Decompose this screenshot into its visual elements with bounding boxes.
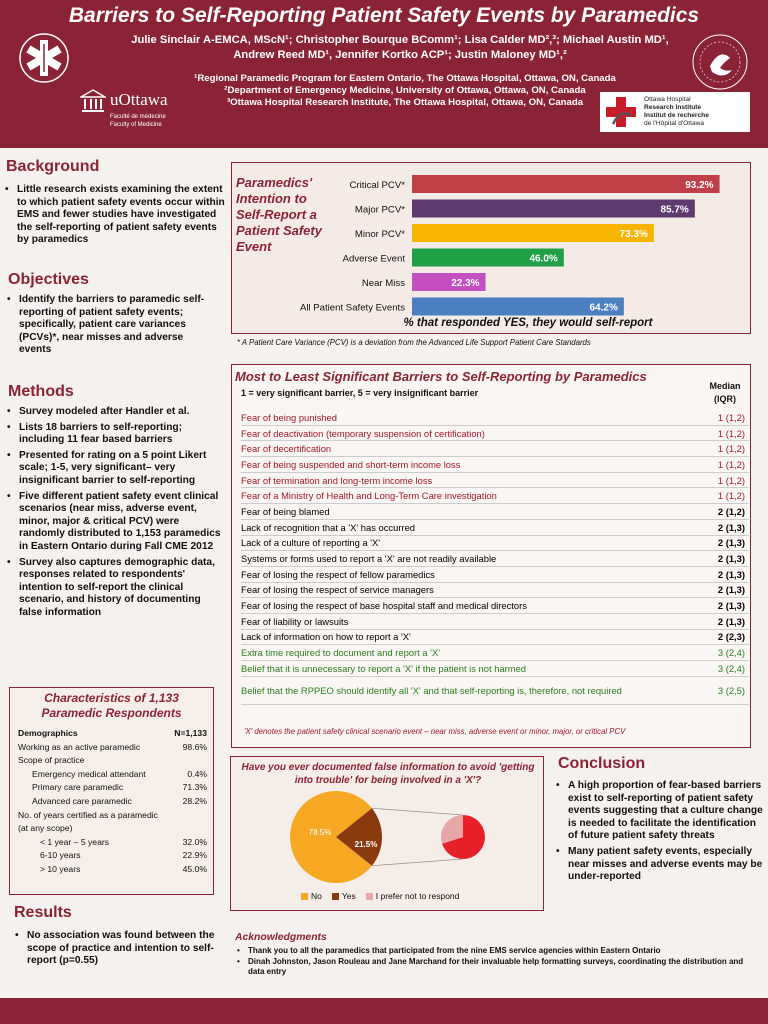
- barrier-median: 2 (1,3): [717, 553, 745, 565]
- barrier-median: 2 (1,3): [717, 615, 745, 627]
- affiliation-3: ³Ottawa Hospital Research Institute, The Ottawa Hospital, Ottawa, ON, Canada: [226, 97, 584, 108]
- barrier-label: Lack of information on how to report a 'X': [241, 631, 411, 643]
- legend-label: Yes: [341, 891, 356, 901]
- demographics-row: [18, 768, 207, 782]
- barrier-median: 1 (1,2): [717, 411, 745, 423]
- barrier-row: [241, 567, 749, 583]
- demographics-box: [9, 687, 214, 895]
- false-documentation-pie-chart: [231, 757, 545, 887]
- barrier-row: [241, 598, 749, 614]
- barrier-row: [241, 520, 749, 536]
- barrier-row: [241, 457, 749, 473]
- barrier-median: 2 (1,3): [717, 584, 745, 596]
- barrier-label: Fear of losing the respect of service managers: [241, 584, 434, 596]
- acknowledgments-list: [236, 946, 756, 978]
- barrier-label: Fear of deactivation (temporary suspension of certification): [241, 427, 485, 439]
- barriers-title: Most to Least Significant Barriers to Self-Reporting by Paramedics: [235, 369, 647, 384]
- legend-swatch: [301, 893, 308, 900]
- barrier-median: 3 (2,4): [717, 647, 745, 659]
- authors-line-2: Andrew Reed MD¹, Jennifer Kortko ACP¹; Justin Maloney MD¹,²: [233, 49, 567, 61]
- acknowledgment-item: • Thank you to all the paramedics that participated from the nine EMS service agencies within Eastern Ontario: [236, 946, 756, 957]
- barrier-row: [241, 630, 749, 646]
- demographics-label: Primary care paramedic: [32, 782, 124, 793]
- pie-value-label: 21.5%: [354, 840, 378, 849]
- bar-chart-title: Paramedics' Intention to Self-Report a Patient Safety Event: [236, 175, 322, 254]
- background-item: • Little research exists examining the extent to which patient safety events occur within EMS and fewer studies have investigated the self-reporting of patient safety events by paramedics: [3, 184, 225, 247]
- intention-bar-chart-panel: [231, 162, 751, 334]
- barrier-row: [241, 504, 749, 520]
- demographics-row: [18, 795, 207, 809]
- methods-item: • Survey modeled after Handler et al.: [5, 406, 223, 419]
- barrier-median: 1 (1,2): [717, 458, 745, 470]
- poster-header: [0, 0, 768, 148]
- paramedic-star-of-life-logo: [18, 30, 70, 90]
- bar-category-label: Minor PCV*: [354, 229, 405, 240]
- barriers-panel: [231, 364, 751, 748]
- barrier-median: 2 (1,3): [717, 600, 745, 612]
- barrier-label: Fear of losing the respect of fellow paramedics: [241, 568, 435, 580]
- uottawa-faculty-fr: Faculté de médecine: [110, 114, 166, 120]
- affiliation-2: ²Department of Emergency Medicine, University of Ottawa, Ottawa, ON, Canada: [224, 85, 586, 96]
- legend-label: I prefer not to respond: [375, 891, 460, 901]
- poster-title: Barriers to Self-Reporting Patient Safety Events by Paramedics: [68, 4, 700, 27]
- demographics-label: (at any scope): [18, 823, 73, 834]
- authors-line-1: Julie Sinclair A-EMCA, MScN¹; Christopher Bourque BComm¹; Lisa Calder MD²,³; Michael Austin MD¹,: [131, 34, 669, 46]
- demographics-value: 32.0%: [182, 836, 207, 847]
- breakout-connector: [372, 808, 463, 815]
- demographics-label: Emergency medical attendant: [32, 768, 146, 779]
- barrier-label: Fear of a Ministry of Health and Long-Term Care investigation: [241, 490, 497, 502]
- bar-category-label: Near Miss: [361, 278, 405, 289]
- pie-legend: [301, 891, 459, 901]
- barrier-label: Fear of being punished: [241, 411, 337, 423]
- barrier-row: [241, 410, 749, 426]
- bar-category-label: All Patient Safety Events: [299, 302, 405, 314]
- demographics-value: 45.0%: [182, 863, 207, 874]
- methods-list: [5, 406, 223, 623]
- author-list: [120, 33, 680, 63]
- demographics-header-label: Demographics: [18, 728, 78, 738]
- legend-swatch: [366, 893, 373, 900]
- bar: [412, 200, 695, 218]
- barrier-row: [241, 488, 749, 504]
- demographics-value: 22.9%: [182, 850, 207, 861]
- barrier-median: 1 (1,2): [717, 427, 745, 439]
- bar-category-label: Critical PCV*: [349, 180, 405, 191]
- barrier-row: [241, 645, 749, 661]
- demographics-label: > 10 years: [40, 863, 81, 874]
- demographics-label: 6-10 years: [40, 850, 81, 861]
- demographics-row: [18, 863, 207, 877]
- median-column-header: [702, 380, 748, 406]
- breakout-connector: [372, 859, 463, 866]
- barrier-row: [241, 441, 749, 457]
- barrier-median: 1 (1,2): [717, 490, 745, 502]
- ohri-logo: [600, 92, 750, 132]
- demographics-title-1: Characteristics of 1,133: [44, 691, 179, 705]
- methods-item: • Five different patient safety event clinical scenarios (near miss, adverse event, minor, major & critical PCV) were randomly distributed to 1,153 paramedics in Eastern Ontario during Fall CME 2012: [5, 491, 223, 554]
- barrier-median: 2 (2,3): [717, 631, 745, 643]
- bar-value-label: 22.3%: [451, 278, 480, 289]
- bar-category-label: Major PCV*: [354, 204, 405, 216]
- barrier-median: 2 (1,3): [717, 521, 745, 533]
- barrier-row: [241, 614, 749, 630]
- pcv-footnote: * A Patient Care Variance (PCV) is a deviation from the Advanced Life Support Patient Care Standards: [237, 338, 591, 347]
- demographics-label: Working as an active paramedic: [18, 741, 141, 752]
- conclusion-heading: Conclusion: [558, 755, 646, 772]
- legend-item-prefer-not: [366, 891, 460, 901]
- barrier-label: Fear of liability or lawsuits: [241, 615, 349, 627]
- demographics-header-value: N=1,133: [174, 728, 207, 738]
- intention-bar-chart: [232, 163, 750, 333]
- barrier-label: Belief that the RPPEO should identify all 'X' and that self-reporting is, therefore, not required: [241, 684, 622, 696]
- barrier-label: Belief that it is unnecessary to report a 'X' if the patient is not harmed: [241, 662, 526, 674]
- demographics-row: [18, 754, 207, 768]
- barrier-label: Lack of a culture of reporting a 'X': [241, 537, 381, 549]
- barriers-scale-note: 1 = very significant barrier, 5 = very insignificant barrier: [241, 388, 479, 398]
- barrier-row: [241, 583, 749, 599]
- methods-item: • Presented for rating on a 5 point Likert scale; 1-5, very significant– very insignificant barrier to self-reporting: [5, 450, 223, 488]
- uottawa-building-icon: [80, 88, 106, 114]
- bar-value-label: 85.7%: [660, 204, 689, 216]
- methods-item: • Survey also captures demographic data, responses related to respondents' intention to self-report the clinical scenario, and history of documenting false information: [5, 557, 223, 620]
- objectives-list: [5, 294, 217, 360]
- ohri-line-3: Institut de recherche: [644, 112, 709, 119]
- legend-item-no: [301, 891, 322, 901]
- methods-item: • Lists 18 barriers to self-reporting; including 11 fear based barriers: [5, 422, 223, 447]
- barrier-row: [241, 661, 749, 677]
- barrier-label: Fear of being blamed: [241, 505, 330, 517]
- barrier-median: 2 (1,3): [717, 568, 745, 580]
- iqr-label: (IQR): [714, 394, 736, 404]
- barrier-label: Lack of recognition that a 'X' has occurred: [241, 521, 415, 533]
- conclusion-list: [554, 780, 764, 887]
- demographics-row: [18, 781, 207, 795]
- barrier-label: Fear of losing the respect of base hospital staff and medical directors: [241, 600, 527, 612]
- demographics-value: 98.6%: [182, 741, 207, 752]
- legend-label: No: [311, 891, 322, 901]
- ohri-line-1: Ottawa Hospital: [644, 96, 691, 103]
- demographics-row: [18, 822, 207, 836]
- bar: [412, 175, 720, 193]
- bar: [412, 224, 654, 242]
- results-list: [13, 930, 228, 971]
- demographics-value: 71.3%: [182, 782, 207, 793]
- demographics-value: 0.4%: [187, 768, 207, 779]
- demographics-label: Scope of practice: [18, 755, 85, 766]
- barrier-median: 1 (1,2): [717, 474, 745, 486]
- demographics-value: 28.2%: [182, 795, 207, 806]
- bar-value-label: 46.0%: [529, 253, 558, 265]
- bar-value-label: 93.2%: [685, 180, 714, 191]
- background-list: [3, 184, 225, 250]
- barrier-label: Fear of being suspended and short-term income loss: [241, 458, 461, 470]
- barrier-row: [241, 536, 749, 552]
- barrier-row: [241, 473, 749, 489]
- demographics-label: No. of years certified as a paramedic: [18, 809, 158, 820]
- demographics-row: [18, 849, 207, 863]
- pie-value-label: 78.5%: [308, 828, 332, 837]
- demographics-table: [18, 727, 207, 877]
- poster-footer: [0, 998, 768, 1024]
- barrier-median: 2 (1,2): [717, 505, 745, 517]
- barrier-label: Extra time required to document and report a 'X': [241, 647, 440, 659]
- pie-chart-title: Have you ever documented false information to avoid 'getting into trouble' for being involved in a 'X'?: [241, 762, 535, 786]
- barrier-label: Systems or forms used to report a 'X' are not readily available: [241, 553, 497, 565]
- paramedic-program-crest-logo: [690, 32, 750, 92]
- affiliation-1: ¹Regional Paramedic Program for Eastern Ontario, The Ottawa Hospital, Ottawa, ON, Canada: [194, 73, 616, 84]
- demographics-label: Advanced care paramedic: [32, 795, 132, 806]
- demographics-row: [18, 809, 207, 823]
- demographics-row: [18, 741, 207, 755]
- barrier-label: Fear of decertification: [241, 443, 332, 455]
- objectives-item: • Identify the barriers to paramedic self-reporting of patient safety events; specifically, patient care variances (PCVs)*, near misses and adverse events: [5, 294, 217, 357]
- uottawa-logo: [80, 88, 190, 140]
- uottawa-wordmark: uOttawa: [110, 90, 168, 109]
- ohri-cross-icon: [603, 94, 639, 130]
- barriers-table: [241, 410, 749, 705]
- barrier-median: 3 (2,5): [717, 684, 745, 696]
- barrier-median: 3 (2,4): [717, 662, 745, 674]
- objectives-heading: Objectives: [8, 271, 89, 288]
- barrier-row: [241, 677, 749, 705]
- bar-chart-xlabel: % that responded YES, they would self-report: [403, 317, 653, 329]
- ohri-line-4: de l'Hôpital d'Ottawa: [644, 120, 705, 127]
- barrier-row: [241, 426, 749, 442]
- demographics-row: [18, 836, 207, 850]
- barriers-footnote: 'X' denotes the patient safety clinical scenario event – near miss, adverse event or minor, major, or critical PCV: [244, 727, 626, 736]
- demographics-header-row: [18, 727, 207, 741]
- affiliations: [150, 73, 660, 109]
- barrier-median: 1 (1,2): [717, 443, 745, 455]
- barrier-row: [241, 551, 749, 567]
- legend-swatch: [332, 893, 339, 900]
- acknowledgment-item: • Dinah Johnston, Jason Rouleau and Jane Marchand for their invaluable help formatting surveys, coordinating the distribution and data entry: [236, 957, 756, 978]
- uottawa-faculty-en: Faculty of Medicine: [110, 122, 162, 128]
- demographics-label: < 1 year – 5 years: [40, 836, 110, 847]
- results-item: • No association was found between the scope of practice and intention to self-report (p=0.55): [13, 930, 228, 968]
- bar-category-label: Adverse Event: [342, 253, 405, 265]
- bar-value-label: 64.2%: [589, 302, 618, 314]
- results-heading: Results: [14, 904, 72, 921]
- false-documentation-pie-panel: [230, 756, 544, 911]
- median-label: Median: [709, 381, 741, 391]
- acknowledgments-heading: Acknowledgments: [235, 932, 327, 943]
- bar-value-label: 73.3%: [619, 229, 648, 240]
- legend-item-yes: [332, 891, 356, 901]
- ohri-line-2: Research Institute: [644, 104, 702, 111]
- conclusion-item: • Many patient safety events, especially near misses and adverse events may be under-reported: [554, 846, 764, 884]
- background-heading: Background: [6, 158, 100, 175]
- demographics-title-2: Paramedic Respondents: [41, 706, 182, 720]
- conclusion-item: • A high proportion of fear-based barriers exist to self-reporting of patient safety events suggesting that a culture change is needed to facilitate the identification of future patient safety threats: [554, 780, 764, 843]
- barrier-label: Fear of termination and long-term income loss: [241, 474, 433, 486]
- methods-heading: Methods: [8, 383, 74, 400]
- barrier-median: 2 (1,3): [717, 537, 745, 549]
